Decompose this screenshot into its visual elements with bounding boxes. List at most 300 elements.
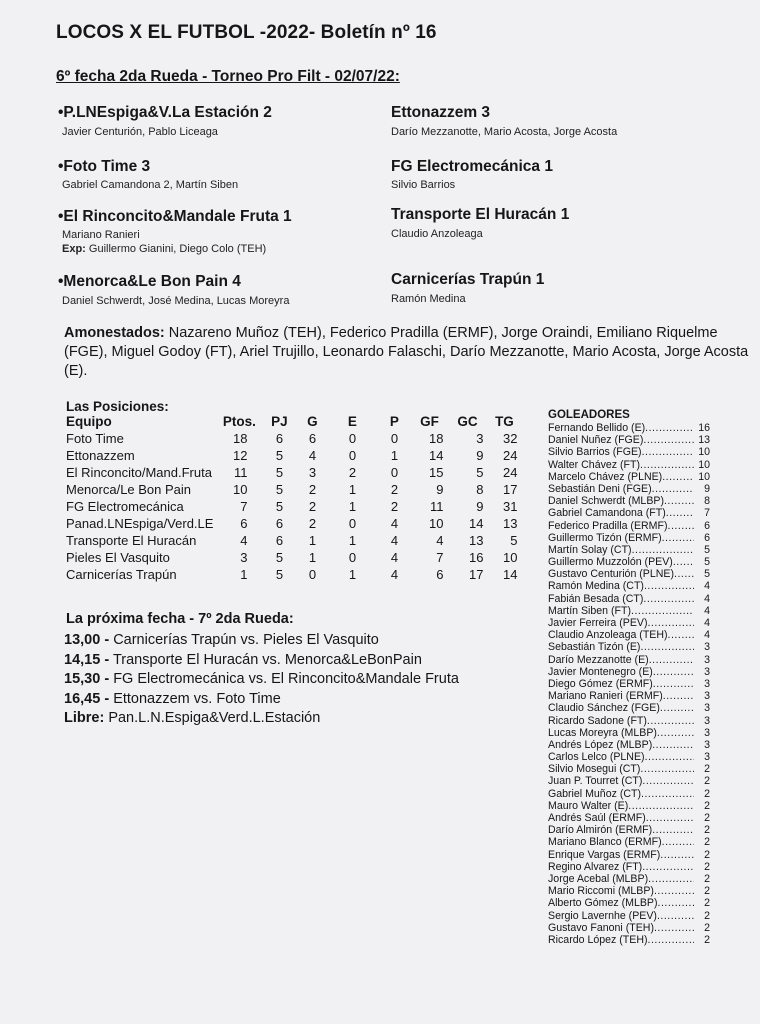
scorer-goals: 2	[704, 824, 710, 837]
fixture-text: FG Electromecánica vs. El Rinconcito&Mandale Fruta	[113, 671, 459, 687]
expelled-label: Exp:	[62, 243, 86, 255]
scorer-goals: 3	[704, 714, 710, 727]
fixture-item	[64, 690, 459, 710]
scorer-name: Andrés Saúl (ERMF)	[548, 812, 646, 824]
leader-dots	[642, 861, 694, 873]
fixture-text: Transporte El Huracán vs. Menorca&LeBonPain	[112, 651, 422, 668]
match-1-home-team: •P.LNEspiga&V.La Estación 2	[58, 104, 272, 121]
scorer-name: Mario Riccomi (MLBP)	[548, 885, 654, 898]
leader-dots	[657, 727, 694, 739]
standings-cell: 1	[390, 448, 399, 463]
scorer-goals: 2	[704, 848, 710, 861]
leader-dots	[642, 446, 694, 458]
col-header-points: Ptos.	[222, 414, 256, 429]
scorer-row	[548, 580, 710, 592]
standings-cell: 32	[502, 431, 518, 446]
standings-cell: 8	[476, 482, 484, 497]
scorer-row	[548, 812, 710, 824]
scorers-list	[548, 422, 710, 946]
col-header-drawn: E	[347, 414, 357, 429]
fixture-time: 13,00 -	[64, 632, 110, 648]
standings-cell: 13	[502, 516, 518, 531]
scorer-goals: 4	[704, 592, 710, 605]
standings-row	[62, 498, 521, 515]
scorer-row	[548, 532, 710, 544]
scorer-name: Carlos Lelco (PLNE)	[548, 751, 645, 764]
scorer-goals: 3	[704, 751, 710, 764]
col-header-team: Equipo	[66, 414, 112, 429]
scorer-name: Jorge Acebal (MLBP)	[548, 872, 649, 885]
scorer-name: Andrés López (MLBP)	[548, 738, 653, 751]
standings-cell: 6	[275, 431, 284, 446]
fixture-time: 14,15 -	[64, 651, 110, 668]
scorer-goals: 3	[704, 641, 710, 654]
leader-dots	[640, 641, 694, 653]
fixture-text: Pan.L.N.Espiga&Verd.L.Estación	[108, 710, 321, 726]
standings-cell: 6	[240, 516, 248, 531]
leader-dots	[653, 678, 694, 690]
standings-cell: 12	[232, 448, 248, 463]
scorer-goals: 2	[704, 836, 710, 849]
scorer-name: Javier Ferreira (PEV)	[548, 617, 648, 629]
scorer-row	[548, 763, 710, 775]
scorer-name: Juan P. Tourret (CT)	[548, 775, 643, 788]
scorer-name: Silvio Barrios (FGE)	[548, 446, 642, 459]
standings-row	[62, 515, 521, 532]
leader-dots	[653, 666, 694, 678]
scorer-goals: 10	[698, 470, 710, 483]
scorer-row	[548, 654, 710, 666]
standings-cell: 13	[468, 533, 484, 548]
scorer-name: Walter Chávez (FT)	[548, 458, 641, 471]
standings-header-row	[62, 413, 521, 430]
match-3-expelled	[62, 243, 266, 255]
standings-cell: 4	[308, 448, 317, 463]
standings-cell: 17	[468, 567, 484, 582]
leader-dots	[640, 459, 694, 471]
fixture-time: 16,45 -	[64, 690, 110, 707]
standings-row	[62, 549, 521, 566]
scorer-row	[548, 910, 710, 922]
fixture-item	[64, 709, 459, 729]
scorer-goals: 4	[704, 617, 710, 629]
col-header-played: PJ	[271, 414, 288, 429]
scorer-name: Claudio Sánchez (FGE)	[548, 702, 660, 715]
leader-dots	[654, 885, 694, 897]
scorer-goals: 6	[704, 531, 710, 544]
standings-row	[62, 566, 521, 583]
standings-cell: 4	[390, 550, 399, 565]
leader-dots	[645, 422, 694, 434]
scorer-goals: 2	[704, 860, 710, 873]
cautioned-list: Nazareno Muñoz (TEH), Federico Pradilla (ERMF), Jorge Oraindi, Emiliano Riquelme (FGE), Miguel Godoy (FT), Ariel Trujillo, Leonardo Falaschi, Darío Mezzanotte, Mario Acosta, Jorge Acosta (E).	[64, 325, 749, 379]
scorer-row	[548, 873, 710, 885]
standings-cell: 11	[429, 499, 444, 514]
match-3-away-team: Transporte El Huracán 1	[391, 206, 570, 223]
leader-dots	[631, 605, 694, 617]
standings-cell: 14	[468, 516, 484, 531]
scorer-row	[548, 495, 710, 507]
standings-cell: 5	[275, 550, 284, 565]
fixture-item	[64, 651, 459, 671]
standings-cell: 0	[308, 567, 317, 582]
leader-dots	[643, 593, 694, 605]
scorer-row	[548, 800, 710, 812]
standings-cell: 9	[476, 448, 484, 463]
scorer-name: Lucas Moreyra (MLBP)	[548, 726, 657, 739]
leader-dots	[652, 824, 694, 836]
standings-row	[62, 532, 521, 549]
standings-cell: 2	[390, 482, 399, 497]
scorer-goals: 2	[704, 885, 710, 898]
standings-cell: 6	[308, 431, 317, 446]
standings-cell: 7	[436, 550, 444, 565]
standings-cell: 31	[502, 499, 518, 514]
leader-dots	[668, 520, 694, 532]
standings-cell: 5	[275, 448, 284, 463]
standings-team-name: Carnicerías Trapún	[66, 567, 177, 582]
leader-dots	[647, 715, 694, 727]
cautioned-label: Amonestados:	[64, 325, 165, 341]
standings-cell: 14	[502, 567, 518, 582]
standings-cell: 2	[390, 499, 399, 514]
scorer-row	[548, 861, 710, 873]
leader-dots	[642, 775, 694, 787]
standings-team-name: Menorca/Le Bon Pain	[66, 482, 192, 497]
scorer-row	[548, 593, 710, 605]
standings-cell: 11	[233, 465, 248, 480]
leader-dots	[648, 934, 695, 946]
leader-dots	[662, 532, 694, 544]
standings-cell: 0	[348, 431, 357, 446]
col-header-total-goals: TG	[495, 414, 514, 429]
standings-cell: 6	[275, 516, 284, 531]
scorer-goals: 2	[704, 812, 710, 824]
match-1-away-team: Ettonazzem 3	[391, 104, 491, 121]
scorer-name: Sebastián Tizón (E)	[548, 641, 641, 654]
scorer-row	[548, 849, 710, 861]
round-subtitle: 6º fecha 2da Rueda - Torneo Pro Filt - 02/07/22:	[56, 68, 400, 85]
standings-cell: 4	[390, 567, 399, 582]
expelled-players: Guillermo Gianini, Diego Colo (TEH)	[88, 243, 267, 255]
scorer-name: Diego Gómez (ERMF)	[548, 677, 653, 690]
scorer-name: Ricardo López (TEH)	[548, 933, 648, 946]
match-4-home-scorers: Daniel Schwerdt, José Medina, Lucas Moreyra	[62, 295, 290, 307]
standings-cell: 0	[348, 550, 357, 565]
scorer-row	[548, 690, 710, 702]
scorer-goals: 3	[704, 726, 710, 739]
scorer-row	[548, 885, 710, 897]
scorer-row	[548, 934, 710, 946]
leader-dots	[628, 800, 694, 812]
leader-dots	[645, 751, 694, 763]
scorer-goals: 5	[704, 568, 710, 581]
scorer-row	[548, 459, 710, 471]
standings-cell: 3	[240, 550, 248, 565]
scorer-row	[548, 434, 710, 446]
standings-team-name: Transporte El Huracán	[66, 533, 197, 548]
col-header-goals-against: GC	[457, 414, 478, 429]
leader-dots	[652, 483, 694, 495]
scorer-row	[548, 568, 710, 580]
standings-cell: 2	[308, 499, 317, 514]
scorer-goals: 3	[704, 738, 710, 751]
scorer-name: Sebastián Deni (FGE)	[548, 482, 652, 495]
scorer-name: Regino Alvarez (FT)	[548, 860, 643, 873]
standings-cell: 1	[348, 567, 357, 582]
leader-dots	[641, 788, 694, 800]
scorer-name: Javier Montenegro (E)	[548, 665, 653, 678]
leader-dots	[647, 617, 694, 629]
standings-cell: 10	[428, 516, 444, 531]
scorer-row	[548, 446, 710, 458]
standings-cell: 0	[390, 431, 399, 446]
standings-cell: 15	[428, 465, 444, 480]
leader-dots	[660, 849, 694, 861]
leader-dots	[668, 629, 694, 641]
scorer-name: Enrique Vargas (ERMF)	[548, 848, 661, 861]
match-2-away-scorers: Silvio Barrios	[391, 179, 456, 191]
standings-cell: 1	[308, 533, 317, 548]
scorer-goals: 4	[704, 604, 710, 617]
scorer-name: Federico Pradilla (ERMF)	[548, 519, 668, 532]
standings-cell: 5	[510, 533, 518, 548]
next-round-title: La próxima fecha - 7º 2da Rueda:	[66, 611, 294, 627]
scorer-row	[548, 422, 710, 434]
standings-cell: 3	[308, 465, 317, 480]
standings-cell: 0	[348, 516, 357, 531]
scorer-goals: 2	[704, 872, 710, 885]
standings-cell: 1	[348, 482, 357, 497]
leader-dots	[640, 763, 694, 775]
scorer-goals: 7	[704, 507, 710, 520]
scorer-name: Claudio Anzoleaga (TEH)	[548, 629, 668, 642]
scorer-name: Mariano Ranieri (ERMF)	[548, 690, 663, 703]
scorer-goals: 2	[704, 799, 710, 812]
scorer-row	[548, 520, 710, 532]
standings-cell: 7	[240, 499, 248, 514]
scorer-row	[548, 922, 710, 934]
col-header-won: G	[307, 414, 318, 429]
scorer-goals: 3	[704, 653, 710, 666]
fixture-item	[64, 631, 459, 651]
leader-dots	[664, 495, 694, 507]
next-round-list	[64, 631, 459, 729]
fixture-time: Libre:	[64, 710, 105, 726]
standings-team-name: Foto Time	[66, 431, 124, 446]
scorer-name: Sergio Lavernhe (PEV)	[548, 909, 657, 922]
scorer-name: Guillermo Muzzolón (PEV)	[548, 556, 673, 569]
scorer-goals: 2	[704, 933, 710, 946]
match-1-away-scorers: Darío Mezzanotte, Mario Acosta, Jorge Acosta	[391, 126, 618, 138]
scorer-name: Fernando Bellido (E)	[548, 422, 646, 434]
standings-cell: 6	[436, 567, 444, 582]
scorer-row	[548, 483, 710, 495]
scorer-goals: 5	[704, 556, 710, 569]
standings-cell: 18	[428, 431, 444, 446]
standings-team-name: Ettonazzem	[66, 448, 135, 463]
scorer-row	[548, 617, 710, 629]
standings-cell: 10	[232, 482, 248, 497]
standings-cell: 5	[476, 465, 484, 480]
leader-dots	[643, 434, 694, 446]
leader-dots	[654, 922, 694, 934]
standings-cell: 4	[436, 533, 444, 548]
standings-cell: 3	[476, 431, 484, 446]
scorer-goals: 2	[704, 775, 710, 788]
leader-dots	[648, 873, 694, 885]
standings-title: Las Posiciones:	[66, 399, 169, 414]
scorer-row	[548, 739, 710, 751]
match-3-away-scorers: Claudio Anzoleaga	[391, 228, 483, 240]
standings-cell: 2	[308, 516, 317, 531]
standings-cell: 1	[348, 533, 357, 548]
leader-dots	[674, 568, 694, 580]
standings-cell: 5	[275, 465, 284, 480]
scorer-name: Mariano Blanco (ERMF)	[548, 836, 662, 849]
standings-cell: 0	[390, 465, 399, 480]
scorer-goals: 3	[704, 665, 710, 678]
scorer-goals: 4	[704, 629, 710, 642]
standings-cell: 14	[428, 448, 444, 463]
scorer-goals: 6	[704, 519, 710, 532]
scorer-row	[548, 544, 710, 556]
standings-cell: 5	[275, 499, 284, 514]
scorer-row	[548, 897, 710, 909]
leader-dots	[658, 897, 694, 909]
scorer-name: Gustavo Centurión (PLNE)	[548, 568, 675, 581]
leader-dots	[666, 507, 694, 519]
standings-cell: 18	[232, 431, 248, 446]
scorers-title: GOLEADORES	[548, 409, 630, 421]
scorer-goals: 2	[704, 787, 710, 800]
standings-cell: 2	[348, 465, 357, 480]
scorer-row	[548, 629, 710, 641]
match-1-home-scorers: Javier Centurión, Pablo Liceaga	[62, 126, 218, 138]
scorer-goals: 10	[698, 458, 710, 471]
scorer-name: Alberto Gómez (MLBP)	[548, 897, 658, 910]
standings-cell: 17	[502, 482, 518, 497]
scorer-name: Daniel Nuñez (FGE)	[548, 434, 644, 447]
standings-team-name: Pieles El Vasquito	[66, 550, 170, 565]
scorer-goals: 10	[698, 446, 710, 459]
standings-table	[62, 413, 521, 583]
scorer-goals: 8	[704, 495, 710, 508]
standings-cell: 1	[348, 499, 357, 514]
scorer-name: Martín Solay (CT)	[548, 543, 632, 556]
scorer-row	[548, 824, 710, 836]
standings-row	[62, 430, 521, 447]
standings-cell: 4	[240, 533, 248, 548]
standings-cell: 24	[502, 465, 518, 480]
standings-cell: 24	[502, 448, 518, 463]
scorer-row	[548, 788, 710, 800]
standings-cell: 16	[468, 550, 484, 565]
match-4-home-team: •Menorca&Le Bon Pain 4	[58, 273, 241, 290]
standings-cell: 10	[502, 550, 518, 565]
scorer-goals: 4	[704, 580, 710, 593]
standings-cell: 2	[308, 482, 317, 497]
standings-row	[62, 447, 521, 464]
scorer-row	[548, 556, 710, 568]
scorer-row	[548, 666, 710, 678]
scorer-row	[548, 641, 710, 653]
scorer-name: Mauro Walter (E)	[548, 799, 629, 812]
match-2-home-scorers: Gabriel Camandona 2, Martín Siben	[62, 179, 239, 191]
scorer-row	[548, 836, 710, 848]
scorer-goals: 2	[704, 921, 710, 934]
scorer-name: Martín Siben (FT)	[548, 604, 632, 617]
match-3-home-team: •El Rinconcito&Mandale Fruta 1	[58, 208, 292, 225]
standings-cell: 9	[436, 482, 444, 497]
bulletin-title: LOCOS X EL FUTBOL -2022- Boletín nº 16	[56, 22, 437, 43]
scorer-name: Gabriel Camandona (FT)	[548, 507, 666, 520]
match-3-home-scorers: Mariano Ranieri	[62, 229, 140, 241]
standings-row	[62, 481, 521, 498]
scorer-goals: 2	[704, 909, 710, 922]
scorer-row	[548, 715, 710, 727]
scorer-goals: 3	[704, 690, 710, 703]
fixture-text: Carnicerías Trapún vs. Pieles El Vasquito	[113, 632, 379, 648]
col-header-goals-for: GF	[420, 414, 439, 429]
scorer-row	[548, 727, 710, 739]
fixture-time: 15,30 -	[64, 671, 110, 687]
scorer-name: Darío Mezzanotte (E)	[548, 653, 649, 666]
scorer-name: Ricardo Sadone (FT)	[548, 714, 647, 727]
leader-dots	[673, 556, 694, 568]
fixture-item	[64, 670, 459, 690]
scorer-row	[548, 678, 710, 690]
standings-team-name: FG Electromecánica	[66, 499, 184, 514]
scorer-goals: 16	[698, 422, 710, 434]
scorer-name: Ramón Medina (CT)	[548, 580, 644, 593]
standings-team-name: El Rinconcito/Mand.Fruta	[66, 465, 212, 480]
scorer-name: Guillermo Tizón (ERMF)	[548, 531, 662, 544]
scorer-name: Gustavo Fanoni (TEH)	[548, 921, 654, 934]
leader-dots	[652, 739, 694, 751]
leader-dots	[646, 812, 694, 824]
match-2-home-team: •Foto Time 3	[58, 158, 151, 175]
scorer-goals: 2	[704, 763, 710, 776]
leader-dots	[660, 702, 694, 714]
leader-dots	[662, 836, 694, 848]
scorer-goals: 2	[704, 897, 710, 910]
scorer-name: Marcelo Chávez (PLNE)	[548, 470, 663, 483]
scorer-row	[548, 751, 710, 763]
standings-cell: 1	[308, 550, 317, 565]
standings-cell: 0	[348, 448, 357, 463]
scorer-goals: 3	[704, 677, 710, 690]
scorer-row	[548, 702, 710, 714]
match-4-away-team: Carnicerías Trapún 1	[391, 271, 545, 288]
scorer-row	[548, 471, 710, 483]
col-header-lost: P	[389, 414, 399, 429]
standings-cell: 4	[390, 516, 399, 531]
leader-dots	[662, 471, 694, 483]
scorer-goals: 9	[704, 482, 710, 495]
match-2-away-team: FG Electromecánica 1	[391, 158, 553, 175]
standings-cell: 6	[275, 533, 284, 548]
scorer-goals: 3	[704, 702, 710, 715]
leader-dots	[644, 580, 694, 592]
leader-dots	[632, 544, 694, 556]
cautioned-players	[64, 324, 754, 381]
standings-cell: 5	[275, 567, 284, 582]
scorer-goals: 13	[698, 434, 710, 447]
scorer-name: Daniel Schwerdt (MLBP)	[548, 495, 664, 508]
leader-dots	[663, 690, 694, 702]
scorer-goals: 5	[704, 543, 710, 556]
